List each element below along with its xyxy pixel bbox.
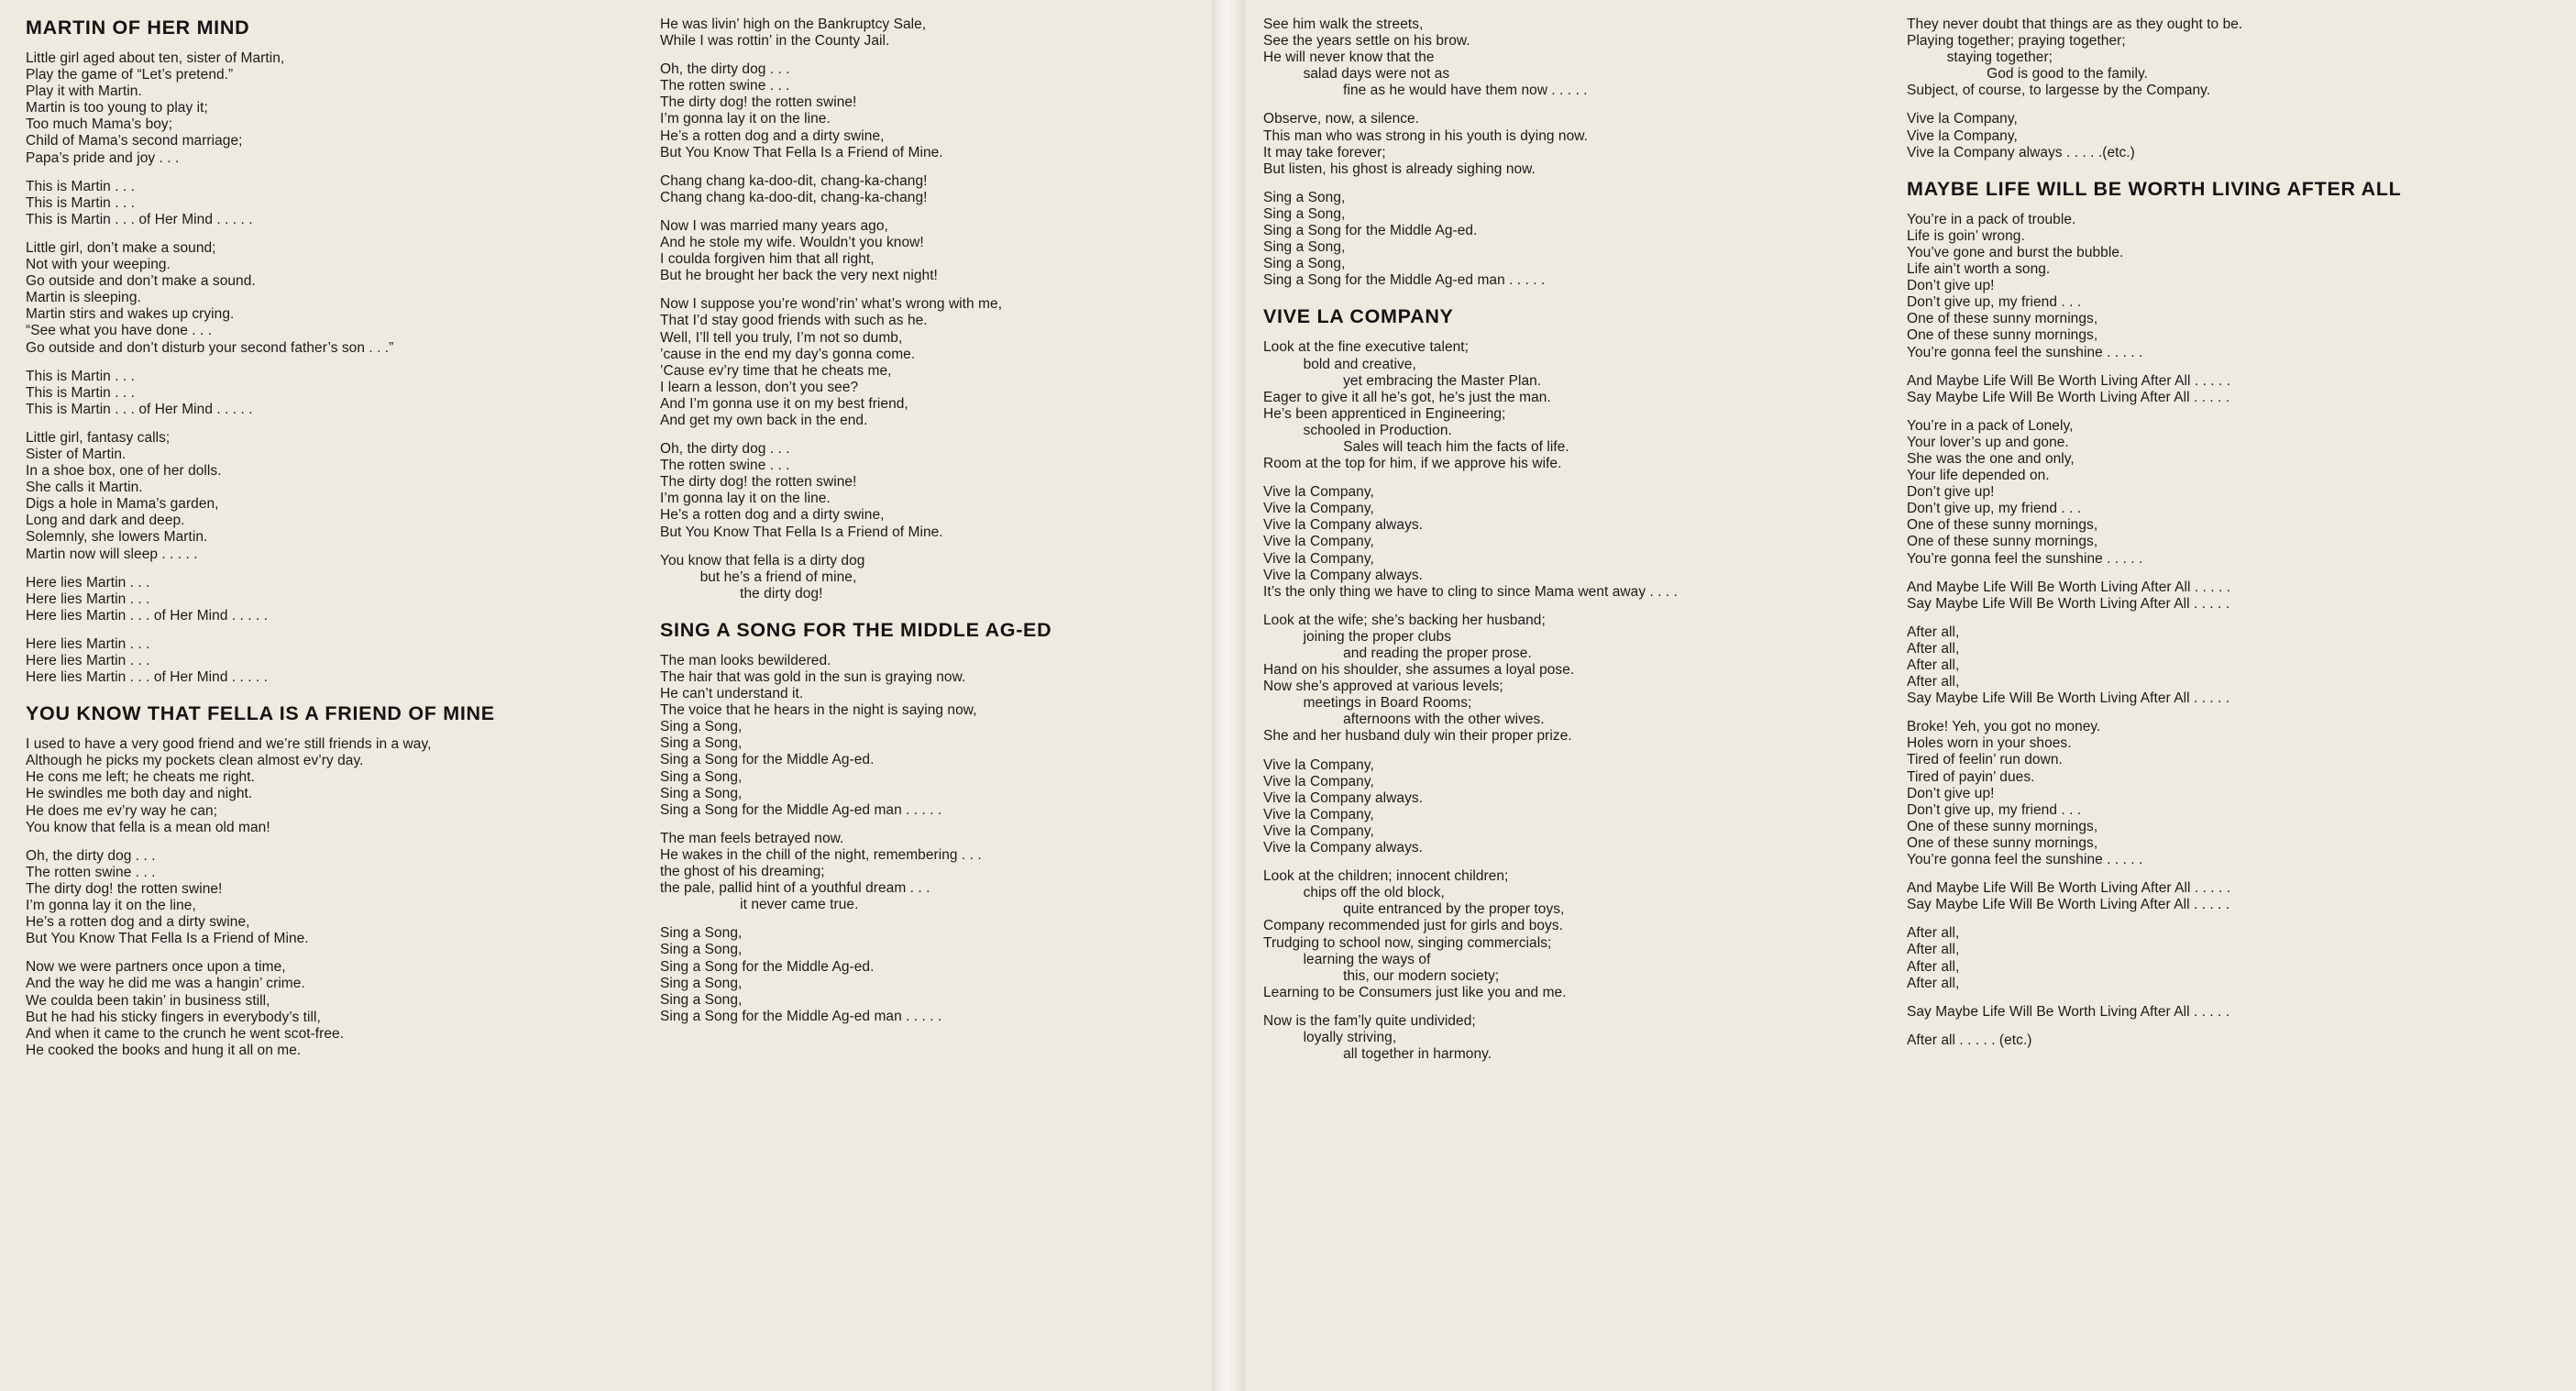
lyric-line: afternoons with the other wives.: [1263, 712, 1545, 728]
stanza: [1907, 580, 2552, 613]
lyric-line: Subject, of course, to largesse by the Company.: [1907, 83, 2211, 99]
lyric-line: Little girl aged about ten, sister of Martin,: [26, 50, 285, 66]
lyric-line: She and her husband duly win their proper prize.: [1263, 728, 1572, 745]
lyric-line: Don’t give up, my friend . . .: [1907, 501, 2082, 517]
lyric-line: He wakes in the chill of the night, remembering . . .: [660, 846, 982, 863]
lyric-line: She was the one and only,: [1907, 450, 2075, 467]
lyric-line: Say Maybe Life Will Be Worth Living After All . . . . .: [1907, 897, 2230, 913]
lyric-line: Vive la Company,: [1263, 756, 1374, 773]
lyric-line: And he stole my wife. Wouldn’t you know!: [660, 235, 924, 251]
lyric-line: salad days were not as: [1263, 66, 1450, 83]
lyric-line: Oh, the dirty dog . . .: [26, 847, 156, 864]
lyric-line: You know that fella is a mean old man!: [26, 819, 270, 835]
column-2: [651, 17, 1210, 1374]
lyric-line: One of these sunny mornings,: [1907, 534, 2098, 550]
lyric-line: Here lies Martin . . . of Her Mind . . . . .: [26, 607, 269, 624]
lyric-line: Vive la Company always . . . . .(etc.): [1907, 144, 2135, 160]
lyric-line: Play it with Martin.: [26, 83, 142, 100]
lyric-line: Tired of payin’ dues.: [1907, 768, 2035, 785]
stanza: [26, 369, 627, 418]
lyric-line: Your life depended on.: [1907, 468, 2050, 484]
lyric-line: Now we were partners once upon a time,: [26, 959, 286, 976]
lyric-line: but he’s a friend of mine,: [660, 569, 857, 585]
lyric-line: He cons me left; he cheats me right.: [26, 769, 255, 786]
lyric-line: Here lies Martin . . .: [26, 635, 150, 652]
lyric-line: You’re gonna feel the sunshine . . . . .: [1907, 852, 2143, 868]
lyric-line: Learning to be Consumers just like you and me.: [1263, 984, 1567, 1000]
lyric-line: the dirty dog!: [660, 585, 823, 602]
lyric-line: bold and creative,: [1263, 356, 1416, 372]
stanza: [1263, 484, 1846, 601]
lyric-line: The hair that was gold in the sun is graying now.: [660, 669, 966, 685]
lyric-line: The dirty dog! the rotten swine!: [26, 880, 223, 897]
lyric-line: Life ain’t worth a song.: [1907, 261, 2051, 278]
lyric-line: Look at the fine executive talent;: [1263, 339, 1470, 356]
song-section: [660, 619, 1186, 1025]
song-section: [1263, 305, 1846, 1063]
lyric-line: Martin is too young to play it;: [26, 100, 208, 116]
stanza: [26, 575, 627, 624]
lyric-line: Vive la Company always.: [1263, 840, 1424, 856]
lyric-line: One of these sunny mornings,: [1907, 517, 2098, 534]
lyric-line: And get my own back in the end.: [660, 412, 868, 428]
lyric-line: He cooked the books and hung it all on me.: [26, 1042, 302, 1058]
lyric-line: You’ve gone and burst the bubble.: [1907, 244, 2124, 260]
lyric-line: And I’m gonna use it on my best friend,: [660, 395, 908, 412]
lyric-line: Now she’s approved at various levels;: [1263, 679, 1503, 695]
song-section: [660, 17, 1186, 602]
lyric-line: Trudging to school now, singing commercials;: [1263, 934, 1552, 951]
song-section: [26, 17, 627, 686]
lyric-line: We coulda been takin’ in business still,: [26, 992, 270, 1009]
lyric-line: Your lover’s up and gone.: [1907, 434, 2069, 450]
lyric-line: After all,: [1907, 624, 1960, 640]
lyric-line: Playing together; praying together;: [1907, 33, 2126, 50]
stanza: [1907, 418, 2552, 568]
lyric-line: You’re gonna feel the sunshine . . . . .: [1907, 550, 2143, 567]
stanza: [1907, 1004, 2552, 1021]
lyric-line: After all,: [1907, 674, 1960, 690]
lyric-line: But he brought her back the very next night!: [660, 268, 938, 284]
lyric-line: This is Martin . . . of Her Mind . . . . .: [26, 401, 253, 417]
song-section: [1907, 17, 2552, 161]
lyric-line: the pale, pallid hint of a youthful dream . . .: [660, 880, 930, 897]
lyric-line: The rotten swine . . .: [26, 864, 156, 880]
stanza: [1907, 719, 2552, 868]
stanza: [1263, 1013, 1846, 1063]
stanza: [26, 848, 627, 948]
lyric-line: ’cause in the end my day’s gonna come.: [660, 346, 916, 362]
lyric-line: He’s a rotten dog and a dirty swine,: [26, 914, 250, 931]
song-title: VIVE LA COMPANY: [1263, 305, 1454, 328]
stanza: [660, 296, 1186, 429]
lyric-line: Vive la Company,: [1907, 111, 2018, 127]
lyric-line: Here lies Martin . . .: [26, 574, 150, 591]
stanza: [660, 925, 1186, 1025]
lyric-line: That I’d stay good friends with such as he.: [660, 313, 928, 329]
lyric-line: Look at the wife; she’s backing her husband;: [1263, 612, 1546, 628]
lyric-line: He’s been apprenticed in Engineering;: [1263, 405, 1506, 422]
lyric-line: Vive la Company,: [1263, 806, 1374, 822]
lyric-line: Long and dark and deep.: [26, 513, 185, 529]
lyric-line: He’s a rotten dog and a dirty swine,: [660, 507, 885, 524]
lyric-line: The man feels betrayed now.: [660, 830, 844, 846]
lyric-line: One of these sunny mornings,: [1907, 818, 2098, 834]
lyric-line: You’re gonna feel the sunshine . . . . .: [1907, 344, 2143, 360]
lyric-line: Sing a Song for the Middle Ag-ed man . . . . .: [660, 1008, 942, 1024]
stanza: [660, 173, 1186, 206]
lyric-line: Child of Mama’s second marriage;: [26, 133, 243, 149]
stanza: [26, 430, 627, 563]
lyric-line: Digs a hole in Mama’s garden,: [26, 496, 219, 513]
lyric-line: Vive la Company,: [1263, 501, 1374, 517]
lyric-line: After all,: [1907, 925, 1960, 942]
lyric-line: And when it came to the crunch he went scot-free.: [26, 1025, 345, 1042]
lyric-line: Don’t give up, my friend . . .: [1907, 294, 2082, 311]
lyric-line: fine as he would have them now . . . . .: [1263, 83, 1588, 99]
lyric-line: This is Martin . . .: [26, 384, 135, 401]
lyric-line: She calls it Martin.: [26, 480, 143, 496]
lyric-line: This is Martin . . .: [26, 178, 135, 194]
lyric-line: Here lies Martin . . .: [26, 591, 150, 607]
lyric-line: I learn a lesson, don’t you see?: [660, 379, 859, 395]
lyric-line: You’re in a pack of Lonely,: [1907, 417, 2074, 434]
lyric-line: One of these sunny mornings,: [1907, 834, 2098, 851]
lyric-line: Martin stirs and wakes up crying.: [26, 306, 235, 323]
lyric-line: Company recommended just for girls and boys.: [1263, 918, 1563, 934]
stanza: [660, 441, 1186, 541]
lyric-line: Don’t give up!: [1907, 278, 1995, 294]
lyric-line: One of these sunny mornings,: [1907, 327, 2098, 344]
lyric-line: Broke! Yeh, you got no money.: [1907, 719, 2101, 735]
lyric-line: Sing a Song,: [660, 719, 743, 735]
lyric-line: This is Martin . . .: [26, 368, 135, 384]
lyric-line: Martin is sleeping.: [26, 290, 141, 306]
lyric-line: He will never know that the: [1263, 50, 1435, 66]
lyric-line: Chang chang ka-doo-dit, chang-ka-chang!: [660, 189, 928, 205]
lyric-line: Well, I’ll tell you truly, I’m not so dumb,: [660, 329, 903, 346]
lyric-line: Vive la Company,: [1263, 534, 1374, 550]
lyric-line: Go outside and don’t disturb your second father’s son . . .”: [26, 339, 394, 356]
lyric-line: Vive la Company,: [1263, 773, 1374, 789]
stanza: [1907, 925, 2552, 991]
lyric-line: You know that fella is a dirty dog: [660, 552, 865, 569]
lyric-line: Look at the children; innocent children;: [1263, 868, 1509, 885]
stanza: [1263, 190, 1846, 290]
lyric-line: staying together;: [1907, 50, 2053, 66]
lyric-line: Papa’s pride and joy . . .: [26, 149, 180, 166]
stanza: [1263, 339, 1846, 472]
lyric-line: I’m gonna lay it on the line.: [660, 111, 831, 127]
lyric-line: meetings in Board Rooms;: [1263, 695, 1472, 712]
lyric-line: And the way he did me was a hangin’ crime.: [26, 976, 305, 992]
lyric-line: The dirty dog! the rotten swine!: [660, 94, 857, 111]
lyric-line: Not with your weeping.: [26, 257, 171, 273]
stanza: [1907, 111, 2552, 160]
lyric-line: all together in harmony.: [1263, 1046, 1492, 1063]
lyric-line: I used to have a very good friend and we’re still friends in a way,: [26, 736, 432, 753]
lyric-line: learning the ways of: [1263, 951, 1431, 967]
lyric-line: Vive la Company,: [1263, 484, 1374, 501]
lyric-line: And Maybe Life Will Be Worth Living After All . . . . .: [1907, 579, 2231, 595]
lyric-line: Sing a Song for the Middle Ag-ed.: [660, 752, 875, 768]
lyric-line: The man looks bewildered.: [660, 652, 831, 668]
lyric-line: Vive la Company always.: [1263, 789, 1424, 806]
lyric-line: After all,: [1907, 958, 1960, 975]
stanza: [660, 61, 1186, 161]
lyric-line: chips off the old block,: [1263, 885, 1445, 901]
lyric-line: “See what you have done . . .: [26, 323, 213, 339]
lyric-line: But You Know That Fella Is a Friend of Mine.: [660, 144, 943, 160]
lyric-line: After all,: [1907, 657, 1960, 673]
lyric-line: And Maybe Life Will Be Worth Living After All . . . . .: [1907, 372, 2231, 389]
stanza: [26, 736, 627, 836]
lyric-line: While I was rottin’ in the County Jail.: [660, 33, 890, 50]
lyric-line: Say Maybe Life Will Be Worth Living After All . . . . .: [1907, 389, 2230, 405]
lyric-line: He swindles me both day and night.: [26, 786, 253, 802]
lyric-line: and reading the proper prose.: [1263, 646, 1532, 661]
lyric-line: I coulda forgiven him that all right,: [660, 251, 875, 268]
lyric-line: In a shoe box, one of her dolls.: [26, 463, 222, 480]
lyric-line: I’m gonna lay it on the line.: [660, 491, 831, 507]
lyric-line: But listen, his ghost is already sighing now.: [1263, 160, 1536, 177]
stanza: [1263, 757, 1846, 857]
lyric-line: Life is goin’ wrong.: [1907, 227, 2025, 244]
lyric-line: Too much Mama’s boy;: [26, 116, 173, 133]
lyric-line: Sing a Song,: [660, 975, 743, 991]
lyric-line: But You Know That Fella Is a Friend of Mine.: [660, 524, 943, 540]
lyric-line: One of these sunny mornings,: [1907, 311, 2098, 327]
lyrics-columns: [0, 17, 2576, 1374]
lyric-line: loyally striving,: [1263, 1029, 1397, 1045]
stanza: [1907, 624, 2552, 707]
lyric-line: The voice that he hears in the night is saying now,: [660, 702, 977, 719]
lyric-line: After all,: [1907, 640, 1960, 657]
stanza: [1907, 212, 2552, 361]
lyric-line: Go outside and don’t make a sound.: [26, 273, 256, 290]
lyric-line: Sing a Song for the Middle Ag-ed.: [660, 958, 875, 975]
stanza: [1263, 613, 1846, 745]
lyric-line: The dirty dog! the rotten swine!: [660, 474, 857, 491]
stanza: [1907, 17, 2552, 99]
lyric-line: Play the game of “Let’s pretend.”: [26, 67, 234, 83]
stanza: [1907, 880, 2552, 913]
stanza: [660, 17, 1186, 50]
stanza: [660, 831, 1186, 913]
lyric-line: Hand on his shoulder, she assumes a loyal pose.: [1263, 662, 1575, 679]
lyric-line: Eager to give it all he’s got, he’s just the man.: [1263, 389, 1551, 405]
lyric-line: yet embracing the Master Plan.: [1263, 372, 1542, 389]
lyric-line: Oh, the dirty dog . . .: [660, 441, 790, 458]
lyric-line: It’s the only thing we have to cling to since Mama went away . . . .: [1263, 583, 1678, 600]
lyric-line: the ghost of his dreaming;: [660, 864, 825, 880]
lyric-line: But he had his sticky fingers in everybody’s till,: [26, 1009, 321, 1025]
lyric-line: Tired of feelin’ run down.: [1907, 752, 2063, 768]
lyric-line: The rotten swine . . .: [660, 78, 790, 94]
lyric-line: Sing a Song,: [660, 991, 743, 1008]
lyric-line: It may take forever;: [1263, 144, 1386, 160]
column-3: [1210, 17, 1870, 1374]
lyric-line: After all,: [1907, 975, 1960, 991]
song-title: MAYBE LIFE WILL BE WORTH LIVING AFTER ALL: [1907, 177, 2402, 200]
lyric-line: Little girl, don’t make a sound;: [26, 239, 216, 256]
lyric-line: Sing a Song,: [660, 785, 743, 801]
lyric-line: Now is the fam’ly quite undivided;: [1263, 1012, 1476, 1029]
lyric-line: Don’t give up!: [1907, 785, 1995, 801]
song-section: [1263, 17, 1846, 289]
lyric-line: Sing a Song,: [1263, 256, 1346, 272]
lyric-line: Sing a Song,: [1263, 189, 1346, 205]
lyric-line: See the years settle on his brow.: [1263, 33, 1470, 50]
lyric-line: Here lies Martin . . . of Her Mind . . . . .: [26, 669, 269, 686]
lyric-line: Chang chang ka-doo-dit, chang-ka-chang!: [660, 172, 928, 189]
lyric-line: Little girl, fantasy calls;: [26, 429, 171, 446]
lyric-line: Sister of Martin.: [26, 446, 127, 462]
lyric-line: ’Cause ev’ry time that he cheats me,: [660, 362, 892, 379]
lyric-line: Observe, now, a silence.: [1263, 111, 1420, 127]
lyric-line: This is Martin . . .: [26, 194, 135, 211]
lyric-line: After all . . . . . (etc.): [1907, 1032, 2032, 1048]
column-1: [0, 17, 651, 1374]
lyric-line: Although he picks my pockets clean almost ev’ry day.: [26, 753, 364, 769]
lyric-line: Sing a Song,: [1263, 205, 1346, 222]
lyric-line: Sing a Song for the Middle Ag-ed man . . . . .: [660, 801, 942, 818]
lyric-line: Say Maybe Life Will Be Worth Living After All . . . . .: [1907, 1003, 2230, 1020]
lyric-line: See him walk the streets,: [1263, 17, 1424, 32]
lyric-line: Holes worn in your shoes.: [1907, 735, 2072, 752]
lyric-line: schooled in Production.: [1263, 422, 1452, 438]
song-title: YOU KNOW THAT FELLA IS A FRIEND OF MINE: [26, 702, 495, 725]
lyric-line: Don’t give up, my friend . . .: [1907, 801, 2082, 818]
lyric-line: Sing a Song,: [660, 768, 743, 785]
lyric-line: Sing a Song,: [1263, 239, 1346, 256]
lyric-line: it never came true.: [660, 897, 859, 913]
song-section: [26, 702, 627, 1059]
stanza: [1907, 1032, 2552, 1049]
lyric-line: He’s a rotten dog and a dirty swine,: [660, 127, 885, 144]
lyric-line: Sing a Song,: [660, 942, 743, 958]
lyric-line: Say Maybe Life Will Be Worth Living After All . . . . .: [1907, 690, 2230, 707]
lyric-line: Solemnly, she lowers Martin.: [26, 529, 208, 546]
lyric-line: He was livin’ high on the Bankruptcy Sale,: [660, 17, 927, 32]
lyric-line: Vive la Company,: [1263, 550, 1374, 567]
stanza: [26, 179, 627, 228]
stanza: [1263, 868, 1846, 1001]
lyric-line: This man who was strong in his youth is dying now.: [1263, 127, 1589, 144]
stanza: [660, 553, 1186, 602]
song-section: [1907, 178, 2552, 1049]
lyric-line: Vive la Company,: [1263, 822, 1374, 839]
lyric-line: joining the proper clubs: [1263, 628, 1452, 645]
stanza: [26, 240, 627, 357]
lyric-line: They never doubt that things are as they ought to be.: [1907, 17, 2243, 32]
stanza: [1263, 17, 1846, 99]
lyric-line: this, our modern society;: [1263, 967, 1500, 984]
lyric-line: Sing a Song,: [660, 925, 743, 942]
lyric-line: Now I was married many years ago,: [660, 217, 888, 234]
lyric-line: Sales will teach him the facts of life.: [1263, 438, 1569, 455]
lyric-line: He does me ev’ry way he can;: [26, 802, 218, 819]
stanza: [660, 653, 1186, 819]
lyric-line: And Maybe Life Will Be Worth Living After All . . . . .: [1907, 880, 2231, 897]
stanza: [660, 218, 1186, 284]
lyric-line: God is good to the family.: [1907, 66, 2149, 83]
lyric-line: Say Maybe Life Will Be Worth Living After All . . . . .: [1907, 595, 2230, 612]
lyric-line: Vive la Company always.: [1263, 567, 1424, 583]
lyric-line: But You Know That Fella Is a Friend of Mine.: [26, 931, 309, 947]
lyric-line: Vive la Company,: [1907, 127, 2018, 144]
lyric-line: Sing a Song for the Middle Ag-ed man . . . . .: [1263, 272, 1546, 289]
lyric-line: Room at the top for him, if we approve his wife.: [1263, 456, 1562, 472]
lyric-line: You’re in a pack of trouble.: [1907, 211, 2076, 227]
lyric-line: This is Martin . . . of Her Mind . . . . .: [26, 211, 253, 227]
lyric-line: Vive la Company always.: [1263, 517, 1424, 534]
lyric-line: After all,: [1907, 942, 1960, 958]
stanza: [26, 50, 627, 167]
lyric-line: The rotten swine . . .: [660, 458, 790, 474]
stanza: [1263, 111, 1846, 177]
song-title: SING A SONG FOR THE MIDDLE AG-ED: [660, 618, 1052, 641]
stanza: [26, 959, 627, 1059]
lyric-line: Now I suppose you’re wond’rin’ what’s wrong with me,: [660, 296, 1003, 313]
lyric-line: Here lies Martin . . .: [26, 653, 150, 668]
lyric-line: quite entranced by the proper toys,: [1263, 901, 1565, 918]
lyric-line: Don’t give up!: [1907, 484, 1995, 501]
lyric-line: I’m gonna lay it on the line,: [26, 898, 196, 914]
lyric-line: Martin now will sleep . . . . .: [26, 546, 198, 562]
song-title: MARTIN OF HER MIND: [26, 17, 250, 39]
stanza: [26, 636, 627, 686]
column-4: [1870, 17, 2576, 1374]
lyric-line: He can’t understand it.: [660, 686, 804, 702]
lyric-line: Sing a Song for the Middle Ag-ed.: [1263, 223, 1478, 239]
lyric-line: Sing a Song,: [660, 735, 743, 752]
lyric-line: Oh, the dirty dog . . .: [660, 61, 790, 78]
stanza: [1907, 373, 2552, 406]
